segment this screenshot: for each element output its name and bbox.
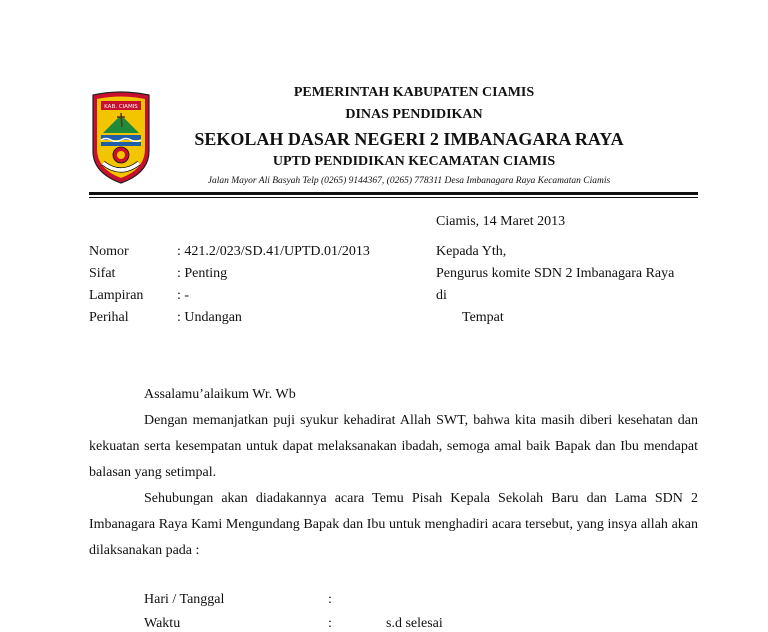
meta-value-nomor: : 421.2/023/SD.41/UPTD.01/2013 xyxy=(177,244,370,259)
logo-text: KAB. CIAMIS xyxy=(104,104,138,110)
schedule-waktu-value: s.d selesai xyxy=(386,616,443,631)
body-paragraph-1-text: Dengan memanjatkan puji syukur kehadirat Allah SWT, bahwa kita masih diberi kesehatan dan kekuatan serta kesempatan untuk dapat melaksanakan ibadah, semoga amal baik Bapak dan Ibu mendapat balasan yang setimpal. xyxy=(89,413,698,480)
meta-value-perihal: : Undangan xyxy=(177,310,242,325)
recipient-greeting: Kepada Yth, xyxy=(436,244,507,259)
meta-value-lampiran: : - xyxy=(177,288,190,303)
meta-label-perihal: Perihal xyxy=(89,310,129,325)
kop-dinas: DINAS PENDIDIKAN xyxy=(345,107,483,122)
kop-uptd: UPTD PENDIDIKAN KECAMATAN CIAMIS xyxy=(272,154,556,169)
schedule-waktu-label: Waktu xyxy=(144,616,181,631)
schedule-waktu-colon: : xyxy=(328,616,332,631)
body-paragraph-2 xyxy=(89,486,698,564)
schedule-hari-colon: : xyxy=(328,592,332,607)
recipient-name: Pengurus komite SDN 2 Imbanagara Raya xyxy=(436,266,675,281)
header-divider-thin xyxy=(89,197,698,198)
kop-sekolah: SEKOLAH DASAR NEGERI 2 IMBANAGARA RAYA xyxy=(194,129,624,149)
schedule-hari-label: Hari / Tanggal xyxy=(144,592,225,607)
body-paragraph-1 xyxy=(89,408,698,486)
kop-pemerintah: PEMERINTAH KABUPATEN CIAMIS xyxy=(293,85,535,100)
meta-label-sifat: Sifat xyxy=(89,266,116,281)
recipient-place: Tempat xyxy=(462,310,504,325)
meta-value-sifat: : Penting xyxy=(177,266,228,281)
meta-label-nomor: Nomor xyxy=(89,244,129,259)
kop-address: Jalan Mayor Ali Basyah Telp (0265) 9144367, (0265) 778311 Desa Imbanagara Raya Kecamatan Ciamis xyxy=(207,176,611,186)
meta-label-lampiran: Lampiran xyxy=(89,288,144,303)
salutation: Assalamu’alaikum Wr. Wb xyxy=(144,387,296,402)
letter-date: Ciamis, 14 Maret 2013 xyxy=(436,214,566,229)
body-paragraph-2-text: Sehubungan akan diadakannya acara Temu Pisah Kepala Sekolah Baru dan Lama SDN 2 Imbanagara Raya Kami Mengundang Bapak dan Ibu untuk menghadiri acara tersebut, yang insya allah akan dilaksanakan pada : xyxy=(89,491,698,558)
recipient-di: di xyxy=(436,288,447,303)
header-divider-thick xyxy=(89,192,698,195)
